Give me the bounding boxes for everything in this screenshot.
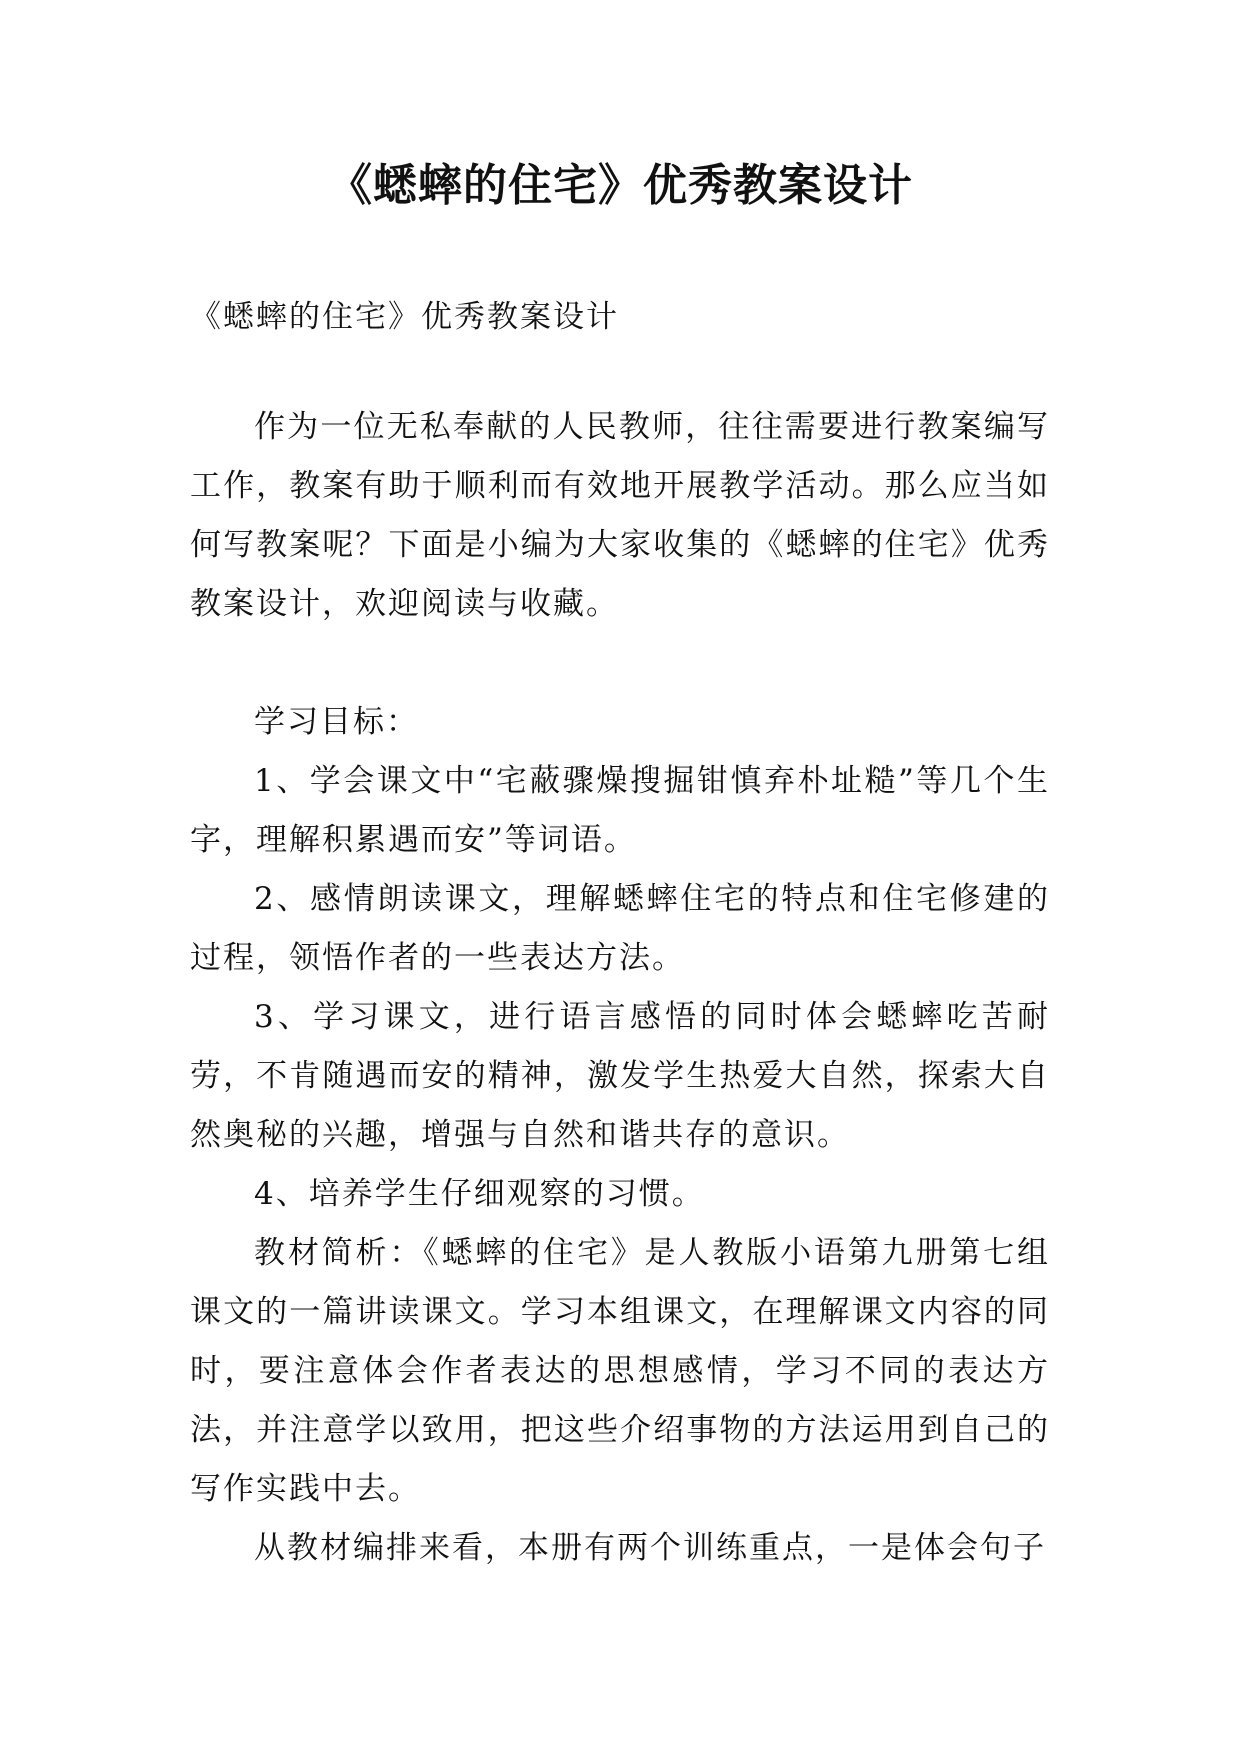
arrangement-paragraph: 从教材编排来看，本册有两个训练重点，一是体会句子: [254, 1530, 1046, 1566]
paragraph-spacer: [190, 634, 1050, 693]
textbook-analysis-paragraph: 教材简析：《蟋蟀的住宅》是人教版小语第九册第七组课文的一篇讲读课文。学习本组课文，在理解课文内容的同时，要注意体会作者表达的思想感情，学习不同的表达方法，并注意学以致用，把这些介绍事物的方法运用到自己的写作实践中去。: [190, 1235, 1050, 1507]
document-body: [190, 398, 1050, 1578]
document-subtitle: 《蟋蟀的住宅》优秀教案设计: [190, 299, 619, 335]
goal-item-1: 1、学会课文中“宅蔽骤燥搜掘钳慎弃朴址糙”等几个生字，理解积累遇而安”等词语。: [190, 763, 1050, 858]
goals-heading: 学习目标：: [254, 704, 419, 740]
intro-paragraph: 作为一位无私奉献的人民教师，往往需要进行教案编写工作，教案有助于顺利而有效地开展教学活动。那么应当如何写教案呢？下面是小编为大家收集的《蟋蟀的住宅》优秀教案设计，欢迎阅读与收藏。: [190, 409, 1050, 622]
goal-item-2: 2、感情朗读课文，理解蟋蟀住宅的特点和住宅修建的过程，领悟作者的一些表达方法。: [190, 881, 1050, 976]
goal-item-4: 4、培养学生仔细观察的习惯。: [254, 1176, 705, 1212]
goal-item-3: 3、学习课文，进行语言感悟的同时体会蟋蟀吃苦耐劳，不肯随遇而安的精神，激发学生热爱大自然，探索大自然奥秘的兴趣，增强与自然和谐共存的意识。: [190, 999, 1050, 1153]
document-title: 《蟋蟀的住宅》优秀教案设计: [328, 160, 913, 211]
